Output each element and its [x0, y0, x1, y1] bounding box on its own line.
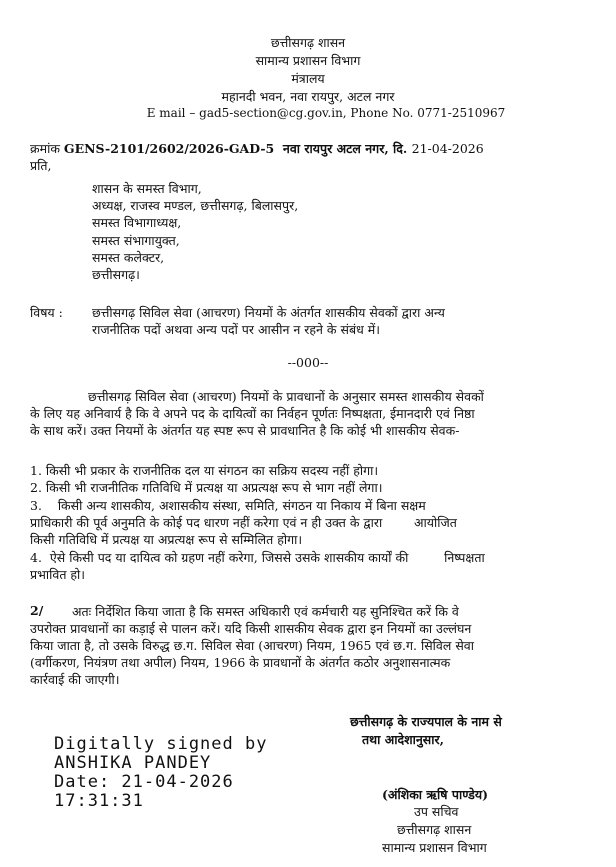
reference-place: नवा रायपुर अटल नगर, दि. [274, 141, 412, 156]
prati-label: प्रति, [30, 158, 52, 173]
point-3-line: किसी गतिविधि में प्रत्यक्ष या अप्रत्यक्ष रूप से सम्मिलित होगा। [30, 532, 303, 547]
order-line: छत्तीसगढ़ के राज्यपाल के नाम से [350, 714, 502, 729]
reference-prefix: क्रमांक [30, 141, 64, 156]
point-3-line: 3. किसी अन्य शासकीय, अशासकीय संस्था, समिति, संगठन या निकाय में बिना सक्षम [30, 498, 426, 513]
header-department: सामान्य प्रशासन विभाग [255, 53, 361, 68]
signatory-name: (अंशिका ऋषि पाण्डेय) [382, 787, 488, 802]
paragraph-line: (वर्गीकरण, नियंत्रण तथा अपील) नियम, 1966 के प्रावधानों के अंतर्गत कठोर अनुशासनात्मक [30, 655, 451, 670]
reference-number: GENS-2101/2602/2026-GAD-5 [63, 141, 275, 156]
point-2: 2. किसी भी राजनीतिक गतिविधि में प्रत्यक्ष या अप्रत्यक्ष रूप से भाग नहीं लेगा। [30, 480, 383, 495]
signatory-office: सामान्य प्रशासन विभाग [382, 840, 487, 855]
paragraph-line: के साथ करें। उक्त नियमों के अंतर्गत यह स्पष्ट रूप से प्रावधानित है कि कोई भी शासकीय सेवक- [30, 423, 460, 438]
recipient-item: समस्त विभागाध्यक्ष, [92, 215, 182, 230]
paragraph-line: किया जाता है, तो उसके विरुद्ध छ.ग. सिविल सेवा (आचरण) नियम, 1965 एवं छ.ग. सिविल सेवा [30, 638, 474, 653]
paragraph-line: उपरोक्त प्रावधानों का कड़ाई से पालन करें। यदि किसी शासकीय सेवक द्वारा इन नियमों का उल्लंघन [30, 621, 472, 636]
recipient-item: छत्तीसगढ़। [92, 267, 140, 282]
signatory-designation: उप सचिव [414, 804, 459, 819]
header-contact: E mail – gad5-section@cg.gov.in, Phone No. 0771-2510967 [146, 106, 506, 120]
header-government: छत्तीसगढ़ शासन [270, 35, 346, 50]
digital-signature-line: ANSHIKA PANDEY [54, 753, 212, 773]
signatory-office: छत्तीसगढ़ शासन [397, 822, 472, 837]
point-1: 1. किसी भी प्रकार के राजनीतिक दल या संगठन का सक्रिय सदस्य नहीं होगा। [30, 463, 379, 478]
paragraph-line: अतः निर्देशित किया जाता है कि समस्त अधिकारी एवं कर्मचारी यह सुनिश्चित करें कि वे [72, 604, 459, 619]
recipient-item: समस्त संभागायुक्त, [92, 233, 180, 248]
digital-signature-line: Date: 21-04-2026 [54, 772, 234, 792]
paragraph-number: 2/ [30, 603, 44, 618]
paragraph-line: कार्रवाई की जाएगी। [30, 672, 120, 687]
recipient-item: समस्त कलेक्टर, [92, 250, 165, 265]
recipient-item: शासन के समस्त विभाग, [92, 181, 202, 196]
digital-signature-line: 17:31:31 [54, 791, 144, 811]
subject-line: राजनीतिक पदों अथवा अन्य पदों पर आसीन न रहने के संबंध में। [92, 322, 380, 337]
subject-line: छत्तीसगढ़ सिविल सेवा (आचरण) नियमों के अंतर्गत शासकीय सेवकों द्वारा अन्य [92, 305, 445, 320]
point-4-line: 4. ऐसे किसी पद या दायित्व को ग्रहण नहीं करेगा, जिससे उसके शासकीय कार्यों की निष्पक्षता [30, 550, 485, 565]
subject-label: विषय : [30, 305, 63, 320]
paragraph-line: छत्तीसगढ़ सिविल सेवा (आचरण) नियमों के प्रावधानों के अनुसार समस्त शासकीय सेवकों [88, 389, 484, 404]
header-address: महानदी भवन, नवा रायपुर, अटल नगर [221, 89, 395, 104]
digital-signature-line: Digitally signed by [54, 734, 268, 754]
header-secretariat: मंत्रालय [291, 71, 325, 86]
separator: --000-- [287, 355, 329, 370]
reference-line [30, 140, 484, 157]
point-3-line: प्राधिकारी की पूर्व अनुमति के कोई पद धारण नहीं करेगा एवं न ही उक्त के द्वारा आयोजित [30, 515, 457, 530]
recipient-item: अध्यक्ष, राजस्व मण्डल, छत्तीसगढ़, बिलासपुर, [92, 198, 299, 213]
order-line: तथा आदेशानुसार, [362, 732, 444, 747]
reference-date: 21-04-2026 [411, 141, 484, 156]
point-4-line: प्रभावित हो। [30, 567, 86, 582]
paragraph-line: के लिए यह अनिवार्य है कि वे अपने पद के दायित्वों का निर्वहन पूर्णतः निष्पक्षता, ईमानदारी एवं निष्ठा [30, 406, 475, 421]
